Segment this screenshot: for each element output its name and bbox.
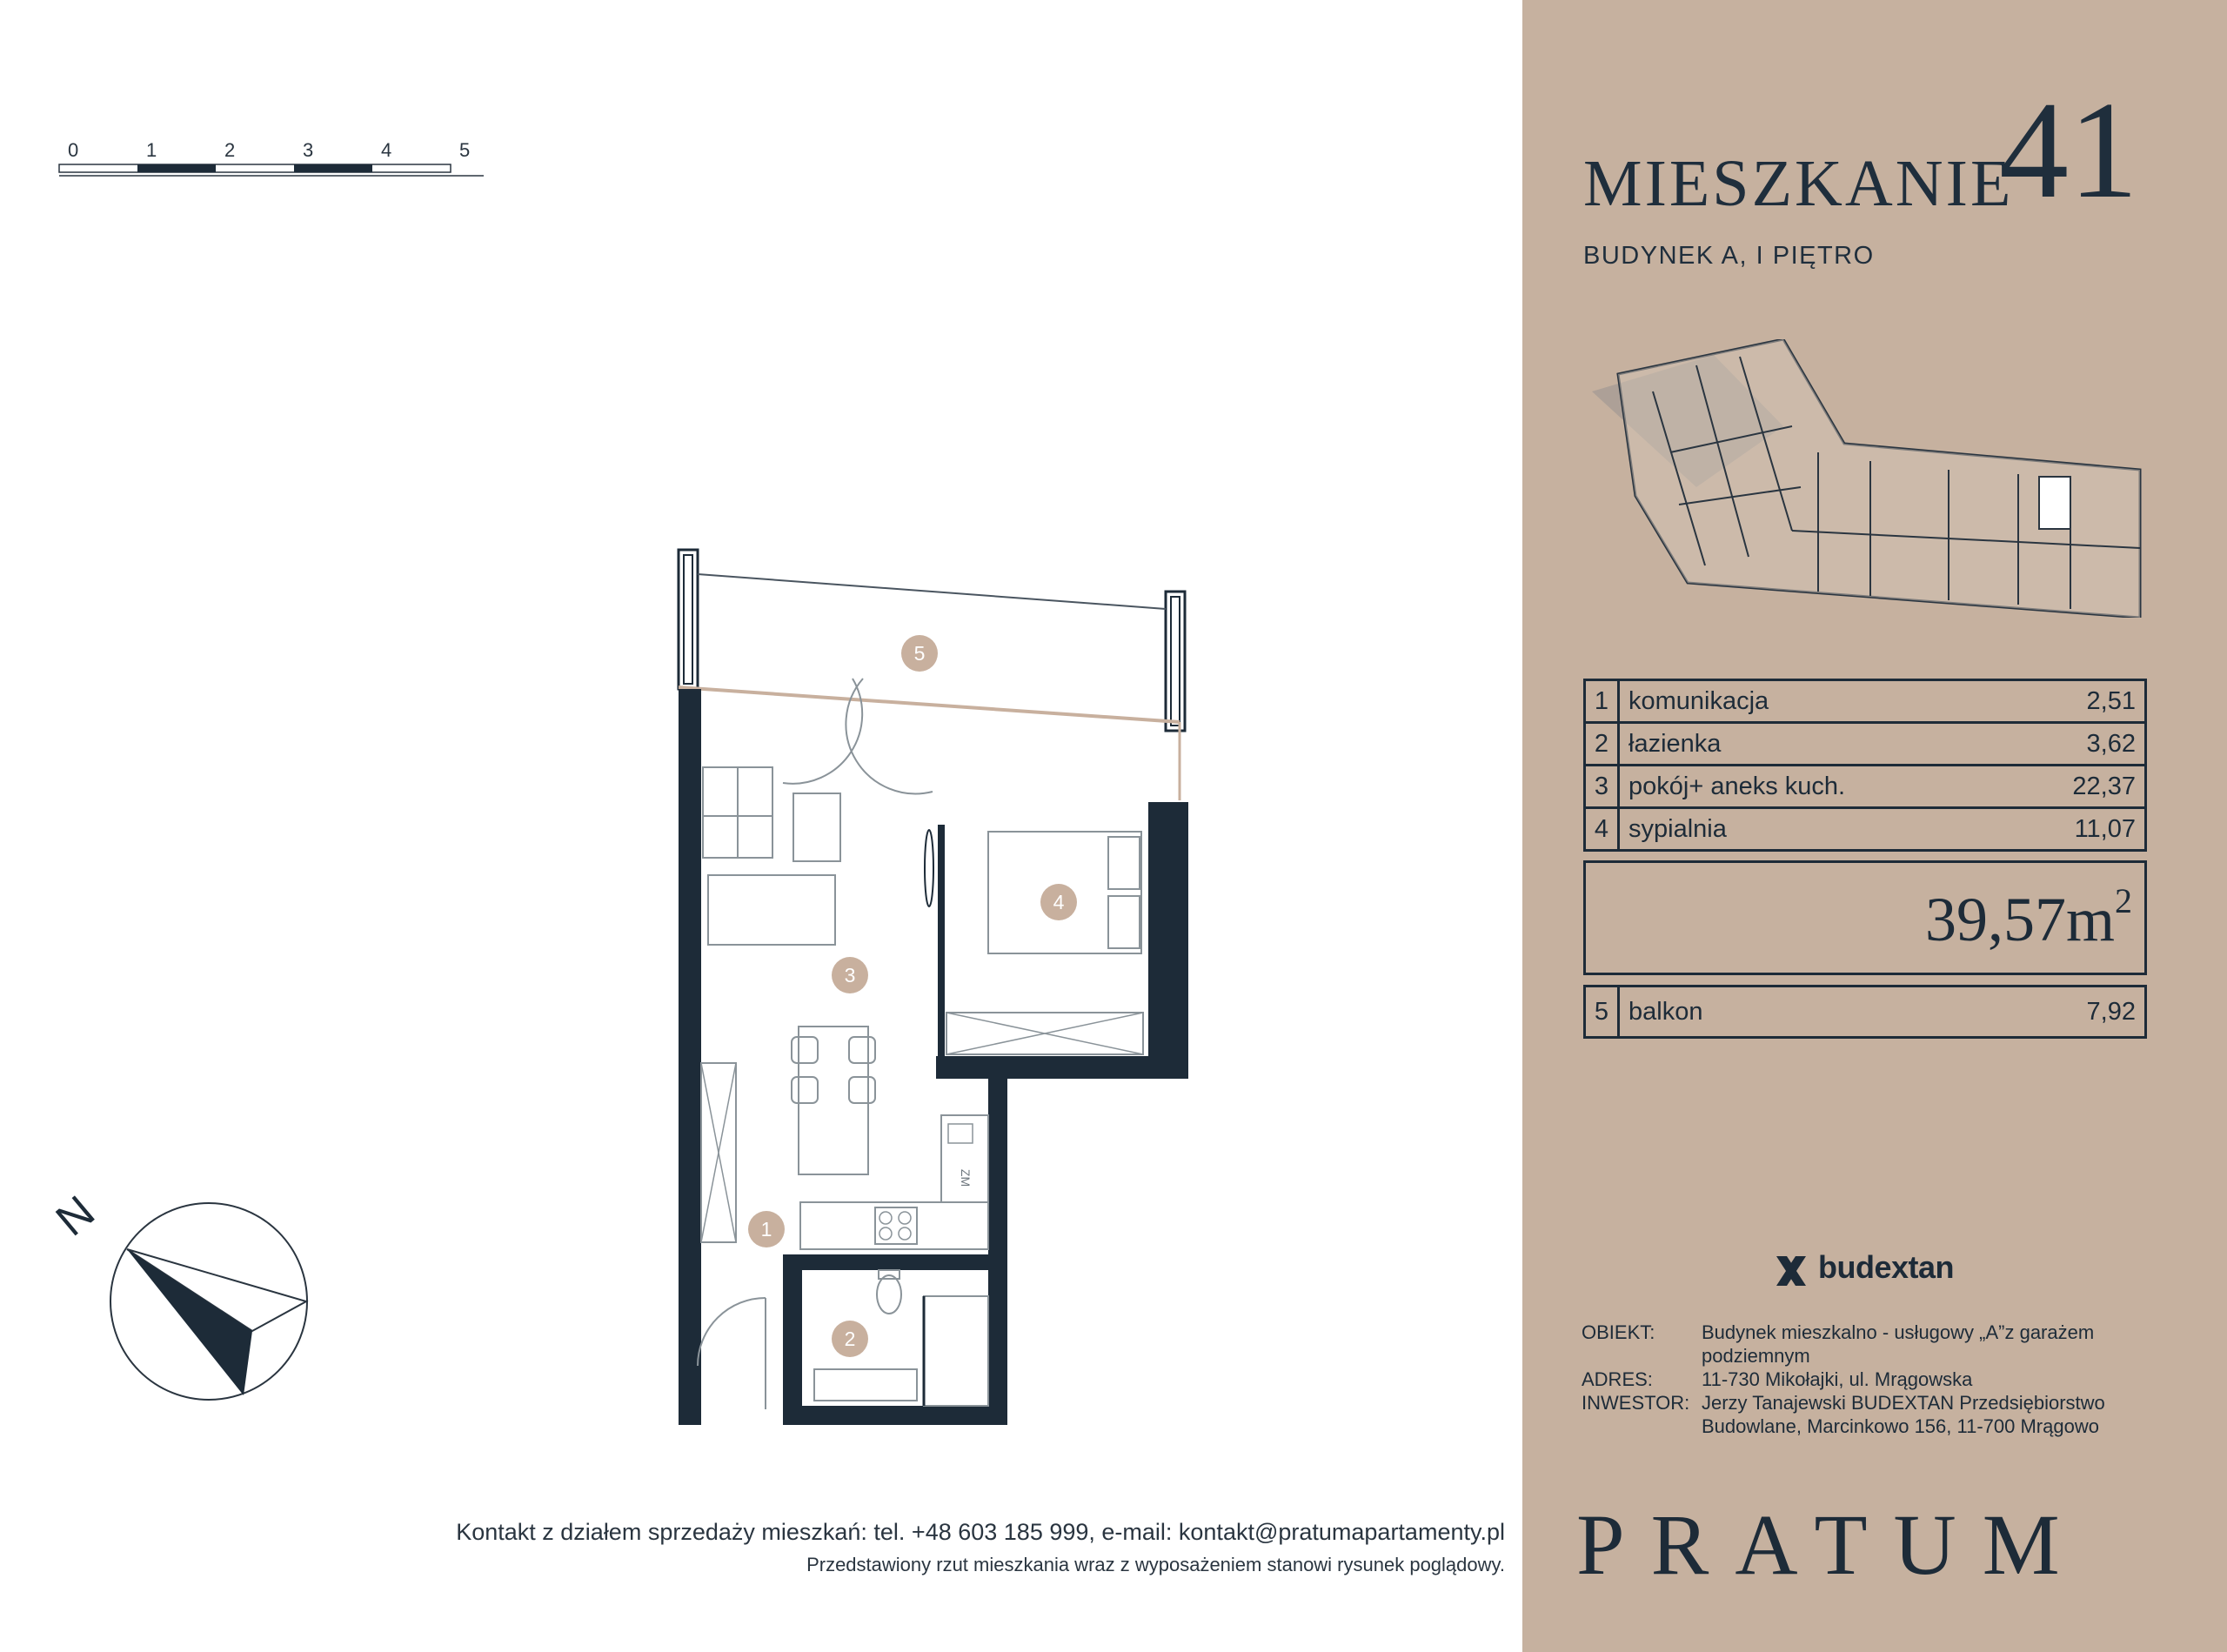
compass xyxy=(106,1201,315,1409)
budextan-logo-icon xyxy=(1773,1253,1809,1289)
building-floor: BUDYNEK A, I PIĘTRO xyxy=(1583,242,1875,270)
room-badge-4: 4 xyxy=(1040,884,1077,920)
room-badge-2: 2 xyxy=(832,1321,868,1357)
apartment-title-word: MIESZKANIE xyxy=(1583,147,2014,220)
inwestor-label: INWESTOR: xyxy=(1582,1392,1690,1414)
scale-tick-2: 2 xyxy=(224,139,236,161)
balcony-table xyxy=(1583,985,2147,1039)
table-row xyxy=(1585,987,2146,1038)
contact-info: Kontakt z działem sprzedaży mieszkań: tel. +48 603 185 999, e-mail: kontakt@pratumapartamenty.pl xyxy=(456,1519,1505,1545)
pratum-logo: PRATUM xyxy=(1576,1496,2086,1593)
inwestor-line1: Jerzy Tanajewski BUDEXTAN Przedsiębiorstwo xyxy=(1702,1392,2105,1414)
bathtub xyxy=(814,1369,917,1401)
room-badge-3: 3 xyxy=(832,957,868,993)
tv-stand xyxy=(925,830,933,906)
total-area xyxy=(1924,881,2132,956)
room-name: łazienka xyxy=(1619,723,2010,766)
room-no: 1 xyxy=(1585,680,1619,723)
room-name: pokój+ aneks kuch. xyxy=(1619,766,2010,808)
wall-right xyxy=(1148,802,1188,1079)
scale-bar-graphic xyxy=(52,157,487,183)
room-area: 7,92 xyxy=(1923,987,2145,1038)
scale-tick-4: 4 xyxy=(381,139,392,161)
room-no: 3 xyxy=(1585,766,1619,808)
room-badge-5: 5 xyxy=(901,635,938,672)
room-name: balkon xyxy=(1619,987,1924,1038)
area-table xyxy=(1583,679,2147,852)
fridge-label: ZM xyxy=(959,1168,973,1187)
dining-table xyxy=(799,1027,868,1174)
room-name: komunikacja xyxy=(1619,680,2010,723)
scale-tick-0: 0 xyxy=(68,139,79,161)
scale-tick-1: 1 xyxy=(146,139,157,161)
room-area: 11,07 xyxy=(2010,808,2145,851)
total-area-unit-exponent: 2 xyxy=(2115,881,2132,920)
building-key-plan xyxy=(1583,339,2154,618)
total-area-box xyxy=(1583,860,2147,975)
wall-bathroom-top xyxy=(783,1254,992,1270)
window-line xyxy=(679,687,1180,722)
apartment-highlight xyxy=(2039,477,2070,529)
kitchen-counter xyxy=(800,1202,988,1249)
washer-area xyxy=(924,1296,988,1406)
scale-tick-3: 3 xyxy=(303,139,314,161)
floor-plan xyxy=(661,539,1218,1444)
room-name: sypialnia xyxy=(1619,808,2010,851)
compass-needle xyxy=(127,1249,252,1395)
room-area: 3,62 xyxy=(2010,723,2145,766)
room-area: 2,51 xyxy=(2010,680,2145,723)
entrance-door xyxy=(698,1298,766,1366)
room-badge-1: 1 xyxy=(748,1211,785,1247)
wall-bathroom-left xyxy=(783,1254,802,1425)
inwestor-line2: Budowlane, Marcinkowo 156, 11-700 Mrągowo xyxy=(1702,1415,2099,1437)
room-no: 4 xyxy=(1585,808,1619,851)
balcony-post-left xyxy=(679,550,698,689)
wall-bottom xyxy=(783,1406,1007,1425)
disclaimer: Przedstawiony rzut mieszkania wraz z wyposażeniem stanowi rysunek poglądowy. xyxy=(806,1554,1505,1575)
balcony-railing xyxy=(698,574,1166,609)
apartment-number: 41 xyxy=(1999,72,2138,227)
obiekt-line1: Budynek mieszkalno - usługowy „A”z garażem xyxy=(1702,1321,2095,1343)
coffee-table xyxy=(793,793,840,861)
wall-left xyxy=(679,689,701,1425)
table-row xyxy=(1585,766,2146,808)
table-row xyxy=(1585,808,2146,851)
table-row xyxy=(1585,723,2146,766)
toilet xyxy=(877,1275,901,1314)
north-label: N xyxy=(46,1186,104,1247)
scale-tick-5: 5 xyxy=(459,139,471,161)
sink xyxy=(948,1124,973,1143)
room-no: 2 xyxy=(1585,723,1619,766)
room-no: 5 xyxy=(1585,987,1619,1038)
obiekt-label: OBIEKT: xyxy=(1582,1321,1655,1343)
room-area: 22,37 xyxy=(2010,766,2145,808)
adres-label: ADRES: xyxy=(1582,1368,1653,1390)
wall-corridor xyxy=(988,1070,1007,1425)
obiekt-line2: podziemnym xyxy=(1702,1345,1810,1367)
balcony-post-right xyxy=(1166,592,1185,731)
adres: 11-730 Mikołajki, ul. Mrągowska xyxy=(1702,1368,1973,1390)
total-area-value: 39,57m xyxy=(1924,885,2115,954)
table-row xyxy=(1585,680,2146,723)
budextan-brand: budextan xyxy=(1818,1249,1955,1285)
